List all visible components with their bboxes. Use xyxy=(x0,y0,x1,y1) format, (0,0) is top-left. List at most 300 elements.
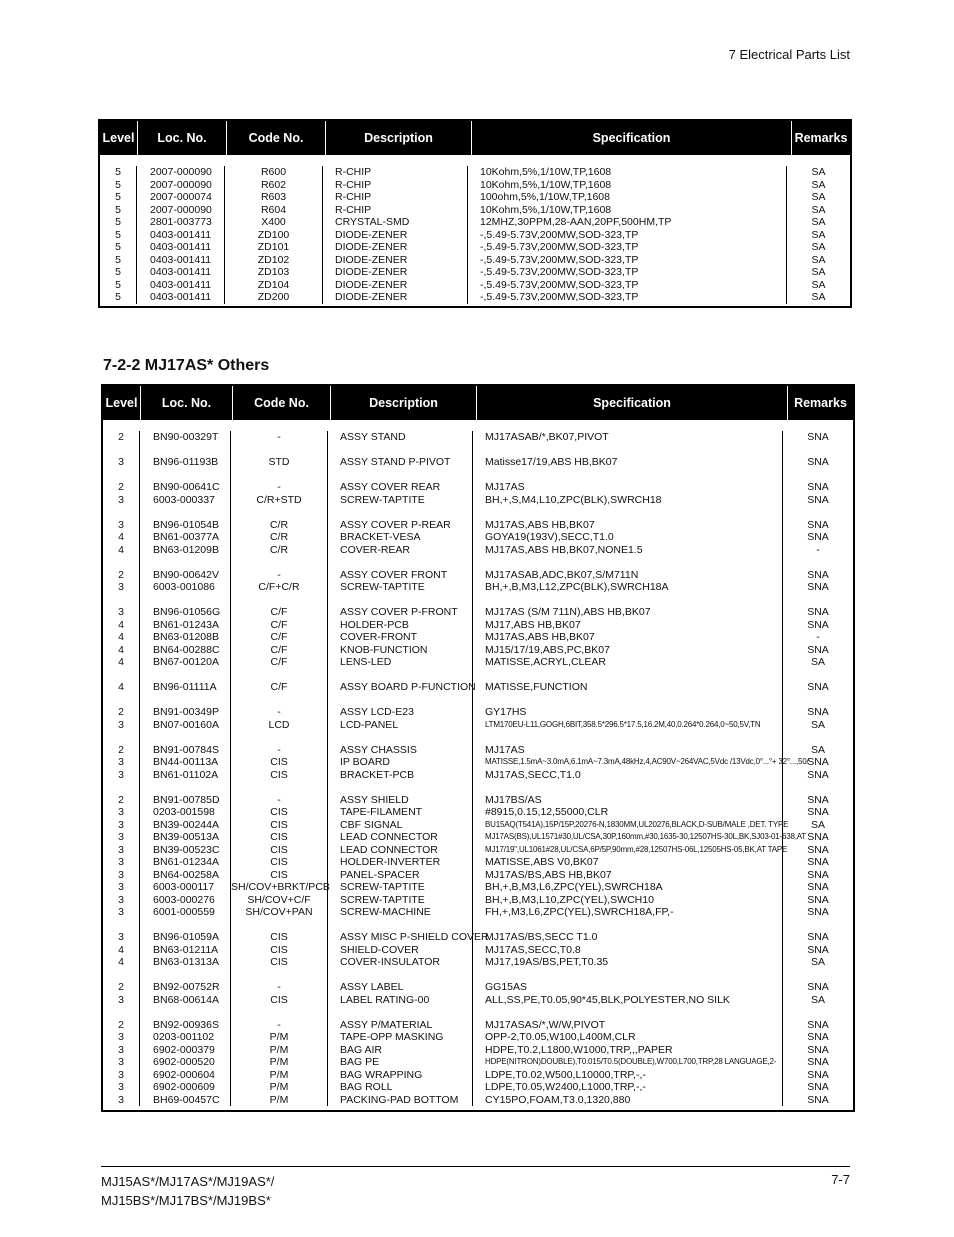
cell-description: ASSY P/MATERIAL xyxy=(340,1018,433,1031)
cell-description: COVER-FRONT xyxy=(340,631,417,643)
cell-description: COVER-REAR xyxy=(340,543,411,556)
cell-description: BAG WRAPPING xyxy=(340,1068,423,1081)
cell-remarks: SNA xyxy=(807,843,829,856)
cell-description: DIODE-ZENER xyxy=(335,241,408,253)
cell-loc-no: BH69-00457C xyxy=(153,1093,220,1106)
cell-level: 4 xyxy=(118,631,124,643)
cell-code-no: CIS xyxy=(270,993,288,1006)
cell-specification: -,5.49-5.73V,200MW,SOD-323,TP xyxy=(480,241,639,253)
cell-description: DIODE-ZENER xyxy=(335,228,408,241)
cell-remarks: SA xyxy=(811,278,826,291)
cell-level: 3 xyxy=(118,456,124,468)
col-code-no: Code No. xyxy=(233,386,331,420)
cell-level: 3 xyxy=(118,881,124,893)
cell-level: 2 xyxy=(118,793,124,806)
column-level xyxy=(103,431,140,1106)
cell-specification: MJ17AS/BS,ABS HB,BK07 xyxy=(485,868,612,881)
column-description xyxy=(328,431,489,1106)
cell-loc-no: 0203-001598 xyxy=(153,806,215,818)
cell-specification: MJ17AS (S/M 711N),ABS HB,BK07 xyxy=(485,606,651,618)
cell-level: 3 xyxy=(118,843,124,856)
cell-loc-no: 0403-001411 xyxy=(150,278,212,291)
footer-models xyxy=(101,1172,274,1210)
cell-code-no: CIS xyxy=(270,856,288,868)
cell-remarks: SA xyxy=(810,718,825,731)
cell-description: ASSY CHASSIS xyxy=(340,743,417,756)
cell-level: 5 xyxy=(115,253,121,266)
cell-code-no: C/F xyxy=(270,656,288,668)
col-specification: Specification xyxy=(472,121,792,155)
cell-description: R-CHIP xyxy=(335,178,372,191)
cell-code-no: C/F+C/R xyxy=(258,581,300,593)
cell-level: 4 xyxy=(118,956,124,968)
cell-level: 4 xyxy=(118,943,124,956)
cell-loc-no: BN90-00642V xyxy=(153,568,219,581)
cell-code-no: ZD200 xyxy=(257,291,290,303)
cell-description: TAPE-FILAMENT xyxy=(340,806,423,818)
cell-code-no: - xyxy=(277,431,281,443)
cell-specification: ALL,SS,PE,T0.05,90*45,BLK,POLYESTER,NO SILK xyxy=(485,993,730,1006)
cell-remarks: SNA xyxy=(807,581,829,593)
cell-loc-no: BN91-00785D xyxy=(153,793,220,806)
cell-code-no: - xyxy=(277,743,281,756)
cell-remarks: - xyxy=(816,543,820,556)
cell-specification: CY15PO,FOAM,T3.0,1320,880 xyxy=(485,1093,631,1106)
cell-specification: 12MHZ,30PPM,28-AAN,20PF,500HM,TP xyxy=(480,216,672,228)
cell-remarks: SA xyxy=(811,266,826,278)
col-remarks: Remarks xyxy=(794,396,847,410)
cell-specification: MJ17AS xyxy=(485,743,525,756)
cell-loc-no: 6003-001086 xyxy=(153,581,215,593)
cell-specification: BH,+,B,M3,L6,ZPC(YEL),SWRCH18A xyxy=(485,881,663,893)
cell-loc-no: BN67-00120A xyxy=(153,656,219,668)
cell-description: PACKING-PAD BOTTOM xyxy=(340,1093,459,1106)
cell-code-no: C/R xyxy=(269,518,289,531)
cell-remarks: SA xyxy=(810,656,825,668)
cell-loc-no: BN63-01313A xyxy=(153,956,219,968)
cell-level: 3 xyxy=(118,1081,124,1093)
col-level: Level xyxy=(100,121,138,155)
cell-description: HOLDER-INVERTER xyxy=(340,856,441,868)
table-header xyxy=(100,121,850,155)
column-level xyxy=(100,166,137,304)
cell-specification: GG15AS xyxy=(485,981,528,993)
cell-description: ASSY LCD-E23 xyxy=(340,706,414,718)
cell-code-no: C/R+STD xyxy=(256,493,302,506)
cell-specification: GOYA19(193V),SECC,T1.0 xyxy=(485,531,614,543)
cell-description: CRYSTAL-SMD xyxy=(335,216,410,228)
cell-loc-no: 0203-001102 xyxy=(153,1031,215,1043)
cell-code-no: P/M xyxy=(269,1093,289,1106)
parts-table-1 xyxy=(98,119,852,308)
cell-specification: HDPE,T0.2,L1800,W1000,TRP,,,PAPER xyxy=(485,1043,673,1056)
col-loc-no: Loc. No. xyxy=(141,386,233,420)
cell-code-no: CIS xyxy=(270,956,288,968)
cell-description: ASSY COVER REAR xyxy=(340,481,441,493)
cell-level: 2 xyxy=(118,706,124,718)
cell-loc-no: BN92-00936S xyxy=(153,1018,219,1031)
cell-code-no: CIS xyxy=(270,818,288,831)
cell-remarks: SA xyxy=(811,203,826,216)
cell-code-no: CIS xyxy=(270,843,288,856)
column-remarks xyxy=(787,166,850,304)
cell-code-no: C/F xyxy=(270,643,288,656)
cell-loc-no: BN63-01211A xyxy=(153,943,219,956)
column-loc-no xyxy=(137,166,225,304)
cell-loc-no: BN90-00329T xyxy=(153,431,219,443)
cell-loc-no: BN90-00641C xyxy=(153,481,220,493)
cell-remarks: SA xyxy=(811,178,826,191)
cell-remarks: SNA xyxy=(807,1056,829,1068)
cell-loc-no: BN96-01111A xyxy=(153,681,217,693)
cell-loc-no: BN63-01208B xyxy=(153,631,219,643)
cell-level: 2 xyxy=(118,481,124,493)
cell-specification: MJ17AS xyxy=(485,481,525,493)
cell-loc-no: 2007-000090 xyxy=(150,203,212,216)
cell-description: LEAD CONNECTOR xyxy=(340,831,438,843)
cell-specification: LDPE,T0.02,W500,L10000,TRP,-,- xyxy=(485,1068,646,1081)
cell-loc-no: 2007-000090 xyxy=(150,166,212,178)
footer-rule xyxy=(101,1166,850,1167)
cell-description: SCREW-TAPTITE xyxy=(340,881,425,893)
cell-loc-no: BN61-00377A xyxy=(153,531,219,543)
cell-code-no: - xyxy=(277,793,281,806)
cell-description: SCREW-TAPTITE xyxy=(340,893,425,906)
cell-remarks: SNA xyxy=(807,493,829,506)
cell-remarks: SNA xyxy=(807,943,829,956)
cell-specification: MJ17ASAB,ADC,BK07,S/M711N xyxy=(485,568,639,581)
cell-code-no: STD xyxy=(268,456,290,468)
cell-loc-no: BN39-00244A xyxy=(153,818,219,831)
cell-remarks: SNA xyxy=(807,456,829,468)
cell-level: 2 xyxy=(118,568,124,581)
cell-description: SCREW-TAPTITE xyxy=(340,493,425,506)
cell-remarks: SNA xyxy=(807,1068,829,1081)
cell-description: DIODE-ZENER xyxy=(335,291,408,303)
cell-code-no: - xyxy=(277,981,281,993)
cell-specification: MJ17,19AS/BS,PET,T0.35 xyxy=(485,956,609,968)
cell-description: HOLDER-PCB xyxy=(340,618,409,631)
cell-specification: 10Kohm,5%,1/10W,TP,1608 xyxy=(480,178,612,191)
cell-description: DIODE-ZENER xyxy=(335,278,408,291)
cell-description: SCREW-MACHINE xyxy=(340,906,431,918)
cell-loc-no: 0403-001411 xyxy=(150,266,212,278)
cell-remarks: SNA xyxy=(807,806,829,818)
cell-remarks: SA xyxy=(811,228,826,241)
cell-specification: 10Kohm,5%,1/10W,TP,1608 xyxy=(480,166,612,178)
cell-remarks: SA xyxy=(810,743,825,756)
cell-level: 5 xyxy=(115,291,121,303)
cell-loc-no: BN96-01054B xyxy=(153,518,219,531)
cell-level: 3 xyxy=(118,756,124,768)
cell-description: DIODE-ZENER xyxy=(335,266,408,278)
cell-specification: BH,+,B,M3,L12,ZPC(BLK),SWRCH18A xyxy=(485,581,669,593)
cell-description: ASSY COVER FRONT xyxy=(340,568,448,581)
table-body xyxy=(103,420,853,1110)
column-specification xyxy=(468,166,787,304)
cell-specification: MJ17ASAS/*,W/W,PIVOT xyxy=(485,1018,606,1031)
cell-description: R-CHIP xyxy=(335,203,372,216)
cell-specification: OPP-2,T0.05,W100,L400M,CLR xyxy=(485,1031,636,1043)
cell-loc-no: 0403-001411 xyxy=(150,291,212,303)
cell-specification: BU15AQ(T541A),15P/15P,20276-N,1830MM,UL20276,BLACK,D-SUB/MALE ,DET. TYPE xyxy=(485,819,789,829)
cell-loc-no: 0403-001411 xyxy=(150,241,212,253)
cell-specification: MJ17AS(BS),UL1571#30,UL/CSA,30P,160mm,#30,1635-30,12507HS-30L,BK,SJ03-01-638,AT xyxy=(485,832,806,841)
cell-loc-no: BN07-00160A xyxy=(153,718,219,731)
cell-specification: MJ17AS,ABS HB,BK07,NONE1.5 xyxy=(485,543,643,556)
col-specification: Specification xyxy=(477,386,788,420)
cell-level: 5 xyxy=(115,166,121,178)
column-code-no xyxy=(231,431,328,1106)
cell-specification: -,5.49-5.73V,200MW,SOD-323,TP xyxy=(480,278,639,291)
cell-specification: MJ15/17/19,ABS,PC,BK07 xyxy=(485,643,610,656)
cell-description: ASSY COVER P-REAR xyxy=(340,518,451,531)
cell-loc-no: 2801-003773 xyxy=(150,216,212,228)
cell-description: DIODE-ZENER xyxy=(335,253,408,266)
cell-code-no: SH/COV+C/F xyxy=(247,893,311,906)
cell-remarks: SNA xyxy=(807,981,829,993)
cell-specification: -,5.49-5.73V,200MW,SOD-323,TP xyxy=(480,266,639,278)
cell-specification: MATISSE,ABS V0,BK07 xyxy=(485,856,599,868)
cell-loc-no: 6902-000604 xyxy=(153,1068,215,1081)
cell-specification: GY17HS xyxy=(485,706,527,718)
cell-remarks: SNA xyxy=(807,681,829,693)
cell-loc-no: BN96-01056G xyxy=(153,606,221,618)
cell-description: ASSY STAND P-PIVOT xyxy=(340,456,451,468)
cell-code-no: ZD104 xyxy=(257,278,290,291)
cell-description: ASSY COVER P-FRONT xyxy=(340,606,458,618)
cell-level: 3 xyxy=(118,806,124,818)
footer-models-line1: MJ15AS*/MJ17AS*/MJ19AS*/ xyxy=(101,1174,275,1189)
cell-loc-no: BN64-00288C xyxy=(153,643,220,656)
cell-specification: #8915,0.15,12,55000,CLR xyxy=(485,806,609,818)
cell-remarks: SA xyxy=(811,291,826,303)
cell-remarks: SA xyxy=(810,818,825,831)
cell-specification: MJ17AS/BS,SECC T1.0 xyxy=(485,931,598,943)
cell-description: ASSY STAND xyxy=(340,431,406,443)
cell-loc-no: BN61-01234A xyxy=(153,856,219,868)
cell-description: TAPE-OPP MASKING xyxy=(340,1031,444,1043)
cell-loc-no: BN68-00614A xyxy=(153,993,219,1006)
cell-level: 5 xyxy=(115,216,121,228)
cell-code-no: R602 xyxy=(260,178,287,191)
table-header xyxy=(103,386,853,420)
cell-remarks: SNA xyxy=(807,831,829,843)
cell-code-no: ZD101 xyxy=(257,241,290,253)
col-code-no: Code No. xyxy=(227,121,326,155)
cell-code-no: C/F xyxy=(270,618,288,631)
cell-level: 3 xyxy=(118,768,124,781)
cell-level: 3 xyxy=(118,906,124,918)
cell-level: 2 xyxy=(118,743,124,756)
cell-specification: MJ17,ABS HB,BK07 xyxy=(485,618,581,631)
section-header: 7 Electrical Parts List xyxy=(728,47,850,62)
cell-loc-no: 6001-000559 xyxy=(153,906,215,918)
cell-remarks: SA xyxy=(811,191,826,203)
cell-description: ASSY SHIELD xyxy=(340,793,409,806)
cell-remarks: SNA xyxy=(807,881,829,893)
cell-specification: 10Kohm,5%,1/10W,TP,1608 xyxy=(480,203,612,216)
col-level: Level xyxy=(103,386,141,420)
cell-description: SCREW-TAPTITE xyxy=(340,581,425,593)
cell-loc-no: 0403-001411 xyxy=(150,228,212,241)
cell-loc-no: BN91-00784S xyxy=(153,743,219,756)
cell-loc-no: BN64-00258A xyxy=(153,868,219,881)
cell-remarks: SA xyxy=(811,253,826,266)
cell-specification: MJ17AS,SECC,T1.0 xyxy=(485,768,581,781)
cell-specification: MJ17/19",UL1061#28,UL/CSA,6P/5P,90mm,#28,12507HS-06L,12505HS-05,BK,AT TAPE xyxy=(485,844,788,854)
cell-description: ASSY BOARD P-FUNCTION xyxy=(340,681,476,693)
cell-code-no: P/M xyxy=(269,1068,289,1081)
cell-remarks: SNA xyxy=(807,1018,829,1031)
cell-specification: Matisse17/19,ABS HB,BK07 xyxy=(485,456,618,468)
cell-level: 3 xyxy=(118,856,124,868)
cell-remarks: SA xyxy=(811,166,826,178)
cell-level: 3 xyxy=(118,831,124,843)
cell-level: 3 xyxy=(118,1043,124,1056)
cell-loc-no: 6902-000379 xyxy=(153,1043,215,1056)
cell-specification: -,5.49-5.73V,200MW,SOD-323,TP xyxy=(480,291,639,303)
cell-description: R-CHIP xyxy=(335,166,372,178)
cell-description: ASSY MISC P-SHIELD COVER xyxy=(340,931,489,943)
cell-loc-no: BN96-01059A xyxy=(153,931,219,943)
cell-level: 3 xyxy=(118,1031,124,1043)
cell-level: 3 xyxy=(118,606,124,618)
cell-level: 5 xyxy=(115,178,121,191)
parts-table-2 xyxy=(101,384,855,1112)
cell-loc-no: BN44-00113A xyxy=(153,756,219,768)
cell-specification: -,5.49-5.73V,200MW,SOD-323,TP xyxy=(480,253,639,266)
cell-level: 4 xyxy=(118,656,124,668)
cell-loc-no: 6003-000337 xyxy=(153,493,215,506)
footer-models-line2: MJ15BS*/MJ17BS*/MJ19BS* xyxy=(101,1193,271,1208)
cell-code-no: P/M xyxy=(269,1081,289,1093)
cell-description: ASSY LABEL xyxy=(340,981,404,993)
cell-code-no: - xyxy=(277,568,281,581)
cell-code-no: CIS xyxy=(270,931,288,943)
cell-description: PANEL-SPACER xyxy=(340,868,420,881)
col-description: Description xyxy=(331,386,477,420)
cell-remarks: SNA xyxy=(807,518,829,531)
cell-code-no: R600 xyxy=(260,166,287,178)
cell-remarks: SNA xyxy=(807,706,829,718)
table-body xyxy=(100,155,850,306)
cell-description: BAG PE xyxy=(340,1056,380,1068)
cell-remarks: SNA xyxy=(807,1093,829,1106)
cell-loc-no: BN91-00349P xyxy=(153,706,219,718)
cell-remarks: SA xyxy=(811,216,826,228)
cell-level: 3 xyxy=(118,893,124,906)
page-number: 7-7 xyxy=(831,1172,850,1187)
cell-loc-no: BN61-01102A xyxy=(153,768,219,781)
cell-loc-no: BN92-00752R xyxy=(153,981,220,993)
cell-code-no: CIS xyxy=(270,943,288,956)
cell-code-no: LCD xyxy=(268,718,290,731)
cell-remarks: SNA xyxy=(807,868,829,881)
column-loc-no xyxy=(140,431,231,1106)
cell-code-no: - xyxy=(277,706,281,718)
cell-description: BAG AIR xyxy=(340,1043,383,1056)
cell-level: 5 xyxy=(115,241,121,253)
cell-level: 3 xyxy=(118,931,124,943)
cell-remarks: SNA xyxy=(807,618,829,631)
cell-remarks: - xyxy=(816,631,820,643)
cell-remarks: SNA xyxy=(807,856,829,868)
cell-specification: MATISSE,1.5mA~3.0mA,6.1mA~7.3mA,48kHz,4,AC90V~264VAC,5Vdc /13Vdc,0°...°+ 32°...,50/ xyxy=(485,757,809,766)
cell-remarks: SNA xyxy=(807,756,829,768)
cell-remarks: SA xyxy=(810,956,825,968)
cell-code-no: P/M xyxy=(269,1031,289,1043)
cell-remarks: SA xyxy=(810,993,825,1006)
cell-loc-no: BN39-00523C xyxy=(153,843,220,856)
cell-loc-no: BN63-01209B xyxy=(153,543,219,556)
cell-remarks: SNA xyxy=(807,1043,829,1056)
cell-code-no: ZD100 xyxy=(257,228,290,241)
cell-specification: MJ17AS,ABS HB,BK07 xyxy=(485,631,595,643)
cell-description: BRACKET-VESA xyxy=(340,531,421,543)
cell-level: 5 xyxy=(115,278,121,291)
cell-level: 5 xyxy=(115,191,121,203)
cell-remarks: SNA xyxy=(807,1031,829,1043)
cell-remarks: SNA xyxy=(807,568,829,581)
column-remarks xyxy=(783,431,853,1106)
cell-remarks: SNA xyxy=(807,1081,829,1093)
cell-specification: MATISSE,FUNCTION xyxy=(485,681,588,693)
cell-specification: BH,+,B,M3,L10,ZPC(YEL),SWCH10 xyxy=(485,893,654,906)
cell-code-no: P/M xyxy=(269,1056,289,1068)
cell-remarks: SNA xyxy=(807,606,829,618)
cell-description: LENS-LED xyxy=(340,656,392,668)
cell-remarks: SNA xyxy=(807,768,829,781)
col-loc-no: Loc. No. xyxy=(138,121,227,155)
cell-level: 3 xyxy=(118,1093,124,1106)
cell-description: IP BOARD xyxy=(340,756,390,768)
cell-remarks: SNA xyxy=(807,931,829,943)
cell-loc-no: BN39-00513A xyxy=(153,831,219,843)
cell-loc-no: BN61-01243A xyxy=(153,618,219,631)
cell-loc-no: 6003-000117 xyxy=(153,881,215,893)
cell-level: 3 xyxy=(118,1056,124,1068)
cell-level: 3 xyxy=(118,868,124,881)
cell-code-no: C/F xyxy=(270,606,288,618)
cell-specification: 100ohm,5%,1/10W,TP,1608 xyxy=(480,191,610,203)
cell-level: 3 xyxy=(118,993,124,1006)
cell-level: 3 xyxy=(118,818,124,831)
cell-specification: -,5.49-5.73V,200MW,SOD-323,TP xyxy=(480,228,639,241)
cell-code-no: C/F xyxy=(270,631,288,643)
cell-remarks: SNA xyxy=(807,431,829,443)
col-description: Description xyxy=(326,121,472,155)
cell-remarks: SA xyxy=(811,241,826,253)
cell-description: COVER-INSULATOR xyxy=(340,956,440,968)
cell-specification: FH,+,M3,L6,ZPC(YEL),SWRCH18A,FP,- xyxy=(485,906,674,918)
cell-code-no: R603 xyxy=(260,191,287,203)
cell-level: 2 xyxy=(118,1018,124,1031)
cell-code-no: C/F xyxy=(270,681,288,693)
cell-code-no: CIS xyxy=(270,756,288,768)
cell-code-no: C/R xyxy=(269,531,289,543)
cell-code-no: CIS xyxy=(270,806,288,818)
cell-code-no: X400 xyxy=(261,216,286,228)
cell-level: 4 xyxy=(118,531,124,543)
cell-code-no: - xyxy=(277,481,281,493)
cell-description: BAG ROLL xyxy=(340,1081,393,1093)
cell-code-no: - xyxy=(277,1018,281,1031)
cell-code-no: CIS xyxy=(270,831,288,843)
cell-level: 3 xyxy=(118,493,124,506)
cell-specification: LTM170EU-L11,GOGH,6BIT,358.5*296.5*17.5,16.2M,40,0.264*0.264,0~50,5V,TN xyxy=(485,719,761,729)
cell-code-no: SH/COV+BRKT/PCB xyxy=(231,881,330,893)
